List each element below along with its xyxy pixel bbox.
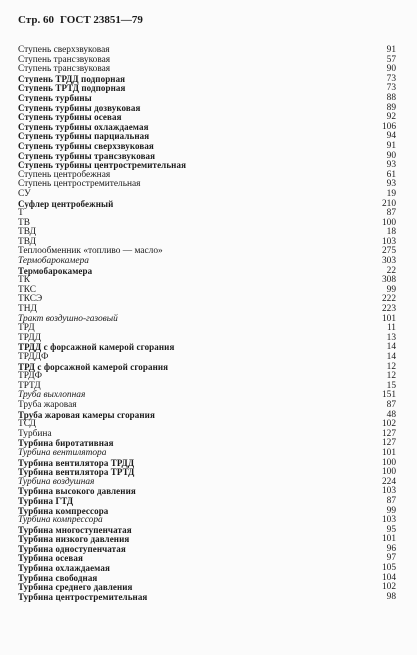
index-page-number: 103 xyxy=(381,486,396,497)
index-term: Турбина многоступенчатая xyxy=(18,524,132,535)
page-number: Стр. 60 xyxy=(18,14,54,26)
index-term: ТНД xyxy=(18,304,37,315)
index-page-number: 92 xyxy=(386,112,396,123)
index-entry xyxy=(18,593,396,603)
index-page-number: 100 xyxy=(381,467,396,478)
index-page-number: 103 xyxy=(381,236,396,247)
index-page-number: 73 xyxy=(386,73,396,84)
index-term: Термобарокамера xyxy=(18,256,89,267)
index-term: Турбина высокого давления xyxy=(18,486,136,497)
index-page-number: 18 xyxy=(386,227,396,238)
index-page-number: 13 xyxy=(386,332,396,343)
index-page-number: 103 xyxy=(381,515,396,526)
index-term: СУ xyxy=(18,188,31,199)
index-page-number: 106 xyxy=(381,121,396,132)
index-term: ТКС xyxy=(18,284,36,295)
index-page-number: 210 xyxy=(381,198,396,209)
index-page-number: 61 xyxy=(386,169,396,180)
index-term: Турбина воздушная xyxy=(18,476,95,487)
index-page-number: 12 xyxy=(386,361,396,372)
index-entry xyxy=(18,487,396,497)
index-term: ТРДДФ xyxy=(18,352,49,362)
index-page-number: 223 xyxy=(381,304,396,315)
index-term: ТВД xyxy=(18,236,37,247)
index-page-number: 224 xyxy=(381,476,396,487)
index-term: Ступень центробежная xyxy=(18,169,111,180)
index-page-number: 93 xyxy=(386,160,396,171)
index-page-number: 87 xyxy=(386,399,396,410)
index-page-number: 91 xyxy=(386,45,396,55)
standard-designation: ГОСТ 23851—79 xyxy=(59,14,143,26)
index-page-number: 275 xyxy=(381,246,396,257)
index-entry xyxy=(18,209,396,219)
index-term: Ступень турбины парциальная xyxy=(18,131,150,142)
index-page-number: 87 xyxy=(386,208,396,219)
index-entry xyxy=(18,219,396,229)
index-page-number: 48 xyxy=(386,409,396,420)
index-entry xyxy=(18,267,396,277)
index-entry xyxy=(18,315,396,325)
index-term: Труба жаровая камеры сгорания xyxy=(18,409,155,420)
index-term: Ступень трансзвуковая xyxy=(18,64,111,75)
index-term: Турбина вентилятора ТРДД xyxy=(18,457,135,468)
index-page-number: 87 xyxy=(386,495,396,506)
index-term: Труба выхлопная xyxy=(18,390,86,401)
index-term: Турбина осевая xyxy=(18,553,83,564)
index-entry xyxy=(18,420,396,430)
index-term: Турбина вентилятора xyxy=(18,447,107,458)
index-term: Ступень турбины трансзвуковая xyxy=(18,150,156,161)
index-page-number: 127 xyxy=(381,428,396,439)
index-page-number: 95 xyxy=(386,524,396,535)
index-page-number: 15 xyxy=(386,380,396,391)
index-term: Турбина центростремительная xyxy=(18,591,148,602)
index-term: Ступень ТРДД подпорная xyxy=(18,73,126,84)
index-term: Ступень турбины сверхзвуковая xyxy=(18,140,154,151)
index-page-number: 105 xyxy=(381,563,396,574)
index-term: Турбина биротативная xyxy=(18,438,114,449)
index-page-number: 303 xyxy=(381,256,396,267)
index-term: Ступень турбины охлаждаемая xyxy=(18,121,149,132)
index-term: ТКСЭ xyxy=(18,294,43,305)
index-term: Ступень турбины xyxy=(18,92,92,103)
index-term: Турбина свободная xyxy=(18,572,98,583)
index-term: Суфлер центробежный xyxy=(18,198,114,209)
index-term: Турбина компрессора xyxy=(18,515,103,526)
index-term: Турбина охлаждаемая xyxy=(18,563,110,574)
index-term: Турбина среднего давления xyxy=(18,582,133,593)
index-term: Ступень сверхзвуковая xyxy=(18,45,110,55)
index-entry xyxy=(18,363,396,373)
index-page-number: 104 xyxy=(381,572,396,583)
index-page-number: 101 xyxy=(381,534,396,545)
index-page-number: 97 xyxy=(386,553,396,564)
index-term: ТРД с форсажной камерой сгорания xyxy=(18,361,169,372)
index-term: Теплообменник «топливо — масло» xyxy=(18,246,163,257)
index-term: ТВД xyxy=(18,227,37,238)
index-term: Турбина xyxy=(18,428,52,439)
index-page-number: 73 xyxy=(386,83,396,94)
index-term: Турбина одноступенчатая xyxy=(18,543,126,554)
index-term: ТРДФ xyxy=(18,371,43,382)
index-term: Ступень турбины центростремительная xyxy=(18,160,187,171)
index-page-number: 94 xyxy=(386,131,396,142)
index-entry xyxy=(18,372,396,382)
index-page-number: 151 xyxy=(381,390,396,401)
index-page-number: 19 xyxy=(386,188,396,199)
index-entry xyxy=(18,343,396,353)
index-entry xyxy=(18,276,396,286)
index-page-number: 57 xyxy=(386,54,396,65)
index-term: ТРД xyxy=(18,323,35,334)
page-header xyxy=(18,14,143,26)
index-entry xyxy=(18,324,396,334)
index-page-number: 11 xyxy=(386,323,396,334)
index-term: Ступень центростремительная xyxy=(18,179,141,190)
index-page-number: 88 xyxy=(386,92,396,103)
index-entry xyxy=(18,411,396,421)
index-term: Т xyxy=(18,208,24,219)
index-page-number: 90 xyxy=(386,150,396,161)
index-term: Термобарокамера xyxy=(18,265,93,276)
index-term: Турбина ГТД xyxy=(18,495,74,506)
index-term: ТРТД xyxy=(18,380,41,391)
index-page-number: 102 xyxy=(381,582,396,593)
index-page-number: 102 xyxy=(381,419,396,430)
index-page-number: 12 xyxy=(386,371,396,382)
index-term: Ступень турбины дозвуковая xyxy=(18,102,141,113)
index-term: Турбина вентилятора ТРТД xyxy=(18,467,135,478)
index-page-number: 90 xyxy=(386,64,396,75)
index-page-number: 89 xyxy=(386,102,396,113)
index-page-number: 222 xyxy=(381,294,396,305)
index-page-number: 99 xyxy=(386,505,396,516)
index-term: Ступень турбины осевая xyxy=(18,112,122,123)
index-term: Турбина низкого давления xyxy=(18,534,130,545)
index-entry xyxy=(18,180,396,190)
index-term: ТСД xyxy=(18,419,36,430)
index-page-number: 14 xyxy=(386,352,396,362)
index-page-number: 101 xyxy=(381,313,396,324)
index-page-number: 308 xyxy=(381,275,396,286)
index-entry xyxy=(18,200,396,210)
index-page-number: 96 xyxy=(386,543,396,554)
index-page-number: 22 xyxy=(386,265,396,276)
index-list xyxy=(18,46,396,602)
index-page-number: 100 xyxy=(381,217,396,228)
index-page-number: 127 xyxy=(381,438,396,449)
index-page-number: 101 xyxy=(381,447,396,458)
index-entry xyxy=(18,228,396,238)
index-page-number: 14 xyxy=(386,342,396,353)
index-page-number: 93 xyxy=(386,179,396,190)
index-term: Труба жаровая xyxy=(18,399,77,410)
index-term: ТРДД с форсажной камерой сгорания xyxy=(18,342,175,353)
index-page-number: 100 xyxy=(381,457,396,468)
index-entry xyxy=(18,295,396,305)
index-term: ТРДД xyxy=(18,332,42,343)
index-page-number: 91 xyxy=(386,140,396,151)
index-term: Ступень ТРТД подпорная xyxy=(18,83,126,94)
index-page-number: 99 xyxy=(386,284,396,295)
index-term: Тракт воздушно-газовый xyxy=(18,313,118,324)
index-term: ТК xyxy=(18,275,30,286)
index-term: ТВ xyxy=(18,217,30,228)
index-page-number: 98 xyxy=(386,591,396,602)
index-entry xyxy=(18,286,396,296)
index-term: Ступень трансзвуковая xyxy=(18,54,111,65)
index-term: Турбина компрессора xyxy=(18,505,109,516)
